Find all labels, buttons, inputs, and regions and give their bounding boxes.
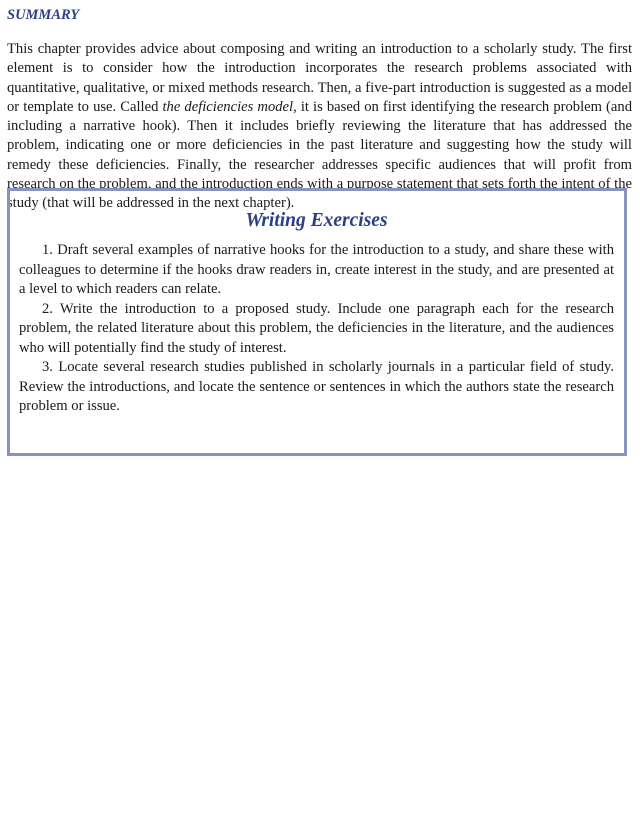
summary-text-part-2: , it is based on first identifying the research problem (and including a narrative hook). Then it includes briefly reviewing the literature that has addressed the problem, indicating one or more deficiencies in the past literature and suggesting how the study will remedy these deficiencies. Finally, the researcher addresses specific audiences that will profit from research on the problem, and the introduction ends with a purpose statement that sets forth the intent of the study (that will be addressed in the next chapter). xyxy=(7,98,632,212)
summary-heading: SUMMARY xyxy=(7,7,80,23)
exercise-item-3: 3. Locate several research studies published in scholarly journals in a particular field of study. Review the introductions, and locate the sentence or sentences in which the authors state the research problem or issue. xyxy=(19,359,614,414)
exercise-item-2: 2. Write the introduction to a proposed study. Include one paragraph each for the research problem, the related literature about this problem, the deficiencies in the literature, and the audiences who will potentially find the study of interest. xyxy=(19,300,614,356)
exercise-list xyxy=(19,241,614,417)
writing-exercises-title: Writing Exercises xyxy=(245,210,388,231)
deficiencies-model-term: the deficiencies model xyxy=(162,98,294,115)
page xyxy=(7,6,632,414)
exercise-item-1: 1. Draft several examples of narrative hooks for the introduction to a study, and share these with colleagues to determine if the hooks draw readers in, create interest in the study, and are presented at a level to which readers can relate. xyxy=(19,242,614,297)
summary-text-part-1: This chapter provides advice about composing and writing an introduction to a scholarly study. The first element is to consider how the introduction incorporates the research problems associated with quantitative, qualitative, or mixed methods research. Then, a five-part introduction is suggested as a model or template to use. Called xyxy=(7,41,632,115)
writing-exercises-box xyxy=(7,188,627,456)
